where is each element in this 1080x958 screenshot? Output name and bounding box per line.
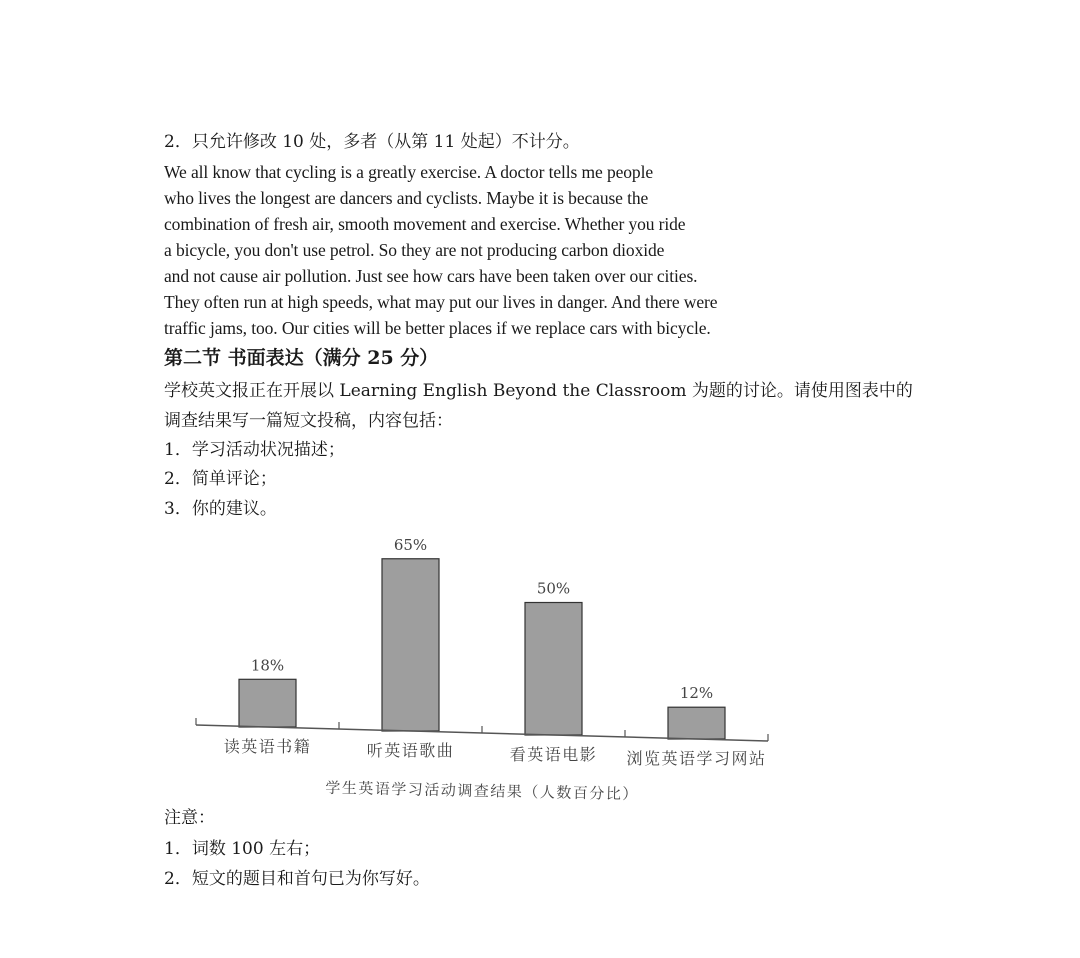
category-label: 看英语电影 [509, 745, 598, 764]
content-point: 1．学习活动状况描述； [164, 440, 345, 460]
bar-1 [239, 679, 296, 727]
passage-line: a bicycle, you don't use petrol. So they are not producing carbon dioxide [164, 240, 665, 260]
passage-line: combination of fresh air, smooth movement and exercise. Whether you ride [164, 214, 686, 234]
category-label: 听英语歌曲 [366, 741, 455, 760]
category-label: 浏览英语学习网站 [626, 749, 767, 768]
passage-line: traffic jams, too. Our cities will be better places if we replace cars with bicycle. [164, 318, 711, 338]
passage-line: They often run at high speeds, what may put our lives in danger. And there were [164, 292, 718, 312]
note-item: 1．词数 100 左右； [164, 839, 321, 859]
value-label: 50% [536, 579, 571, 598]
value-label: 18% [250, 656, 285, 675]
bars-layer [239, 559, 725, 739]
notes-title: 注意： [164, 808, 215, 828]
content-point: 2．简单评论； [164, 469, 277, 489]
value-label: 12% [679, 684, 714, 703]
value-label: 65% [393, 535, 428, 554]
section-heading: 第二节 书面表达（满分 25 分） [164, 347, 439, 369]
bar-2 [382, 559, 439, 731]
instruction-line: 调查结果写一篇短文投稿，内容包括： [164, 411, 453, 431]
passage-line: We all know that cycling is a greatly exercise. A doctor tells me people [164, 162, 654, 182]
passage-line: who lives the longest are dancers and cyclists. Maybe it is because the [164, 188, 649, 208]
content-point: 3．你的建议。 [164, 499, 277, 519]
chart-caption: 学生英语学习活动调查结果（人数百分比） [325, 778, 640, 804]
survey-bar-chart [190, 520, 780, 810]
category-label: 读英语书籍 [223, 737, 312, 756]
instruction-line: 学校英文报正在开展以 Learning English Beyond the Classroom 为题的讨论。请使用图表中的 [164, 381, 913, 401]
bar-3 [525, 603, 582, 736]
passage-line: and not cause air pollution. Just see how cars have been taken over our cities. [164, 266, 698, 286]
bar-4 [668, 707, 725, 739]
rule-line: 2．只允许修改 10 处，多者（从第 11 处起）不计分。 [164, 132, 580, 152]
note-item: 2．短文的题目和首句已为你写好。 [164, 869, 430, 889]
